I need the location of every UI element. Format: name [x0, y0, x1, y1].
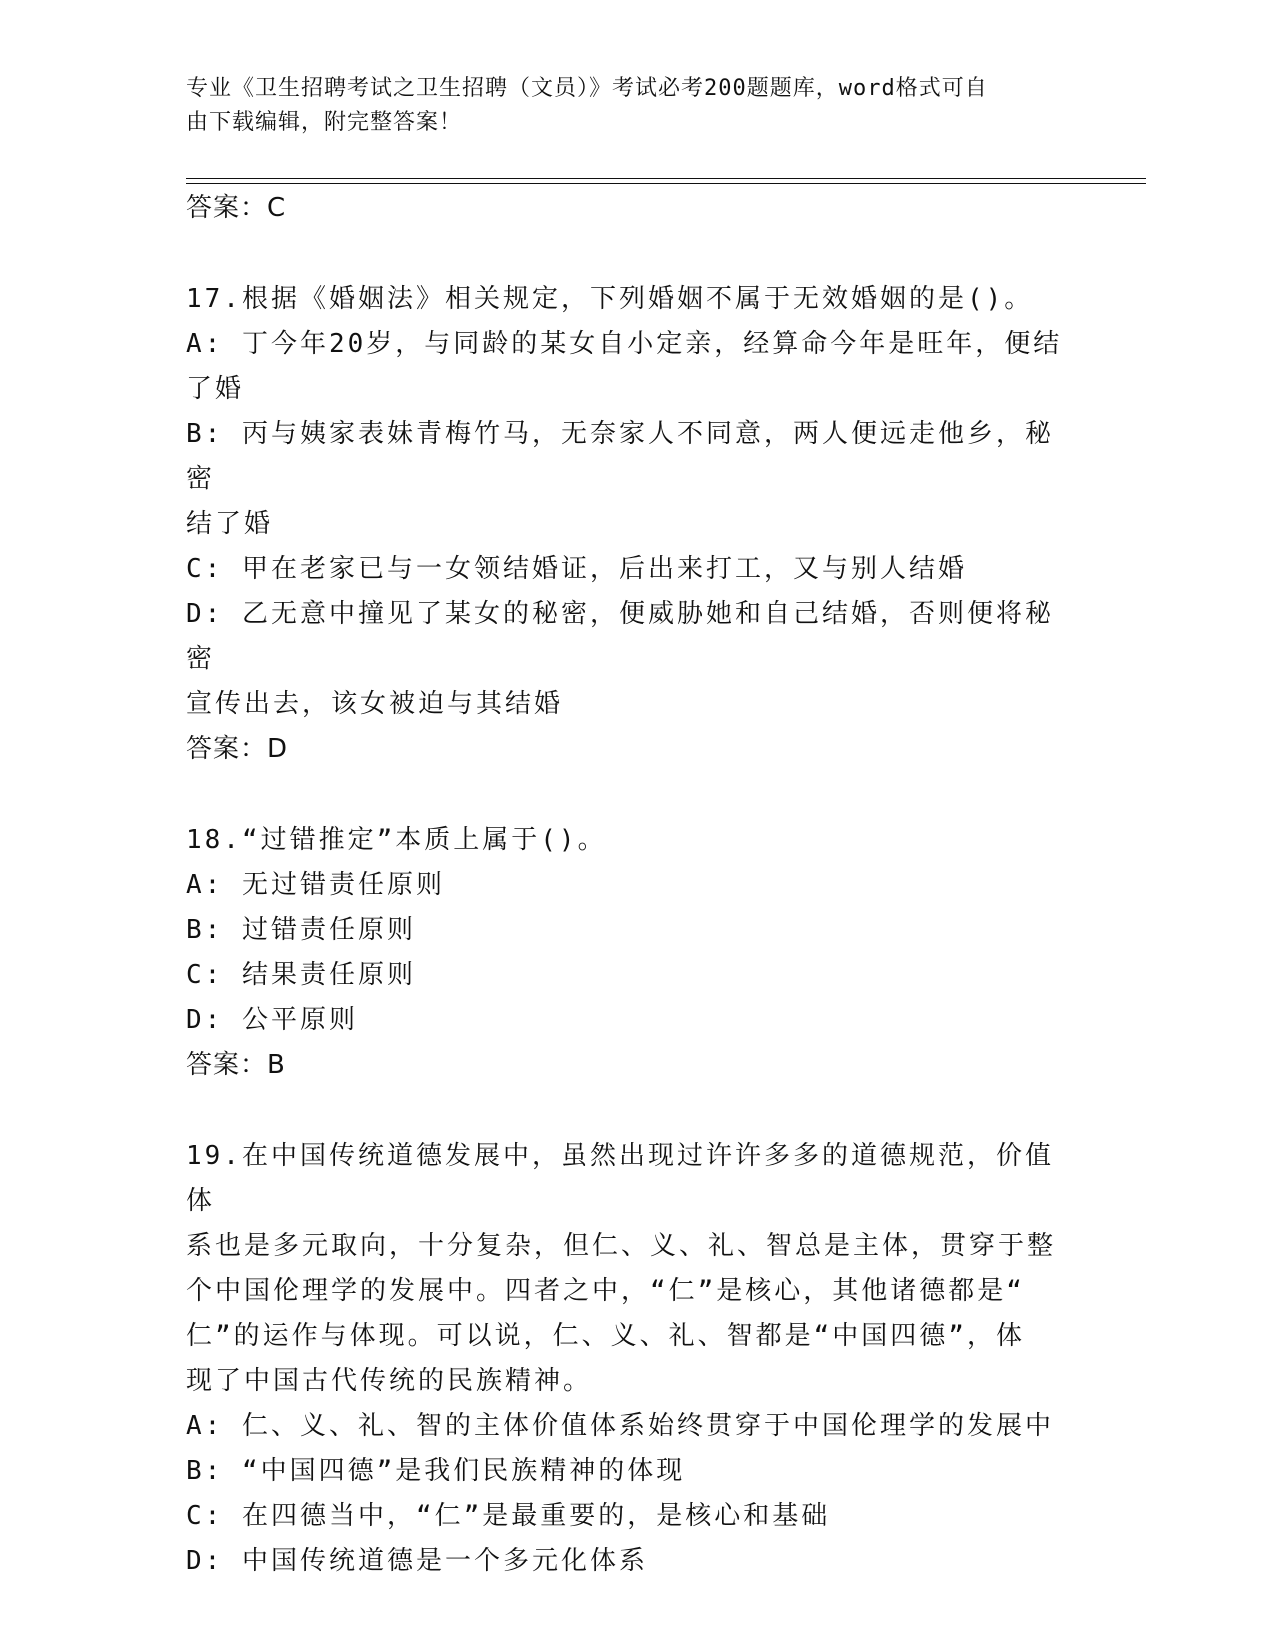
- answer-label: 答案：B: [186, 1050, 286, 1080]
- option-a: A: 丁今年20岁，与同龄的某女自小定亲，经算命今年是旺年，便结 了婚: [186, 329, 1063, 404]
- question-stem: 19.在中国传统道德发展中，虽然出现过许许多多的道德规范，价值体 系也是多元取向，十分复杂，但仁、义、礼、智总是主体，贯穿于整 个中国伦理学的发展中。四者之中，“仁”是核心，其他诸德都是“ 仁”的运作与体现。可以说，仁、义、礼、智都是“中国四德”，体 现了中国古代传统的民族精神。: [186, 1141, 1057, 1396]
- header-divider-bottom: [186, 183, 1146, 184]
- option-c: C: 在四德当中，“仁”是最重要的，是核心和基础: [186, 1501, 831, 1531]
- header-line-1: 专业《卫生招聘考试之卫生招聘（文员）》考试必考200题题库，word格式可自: [186, 76, 988, 101]
- option-d: D: 乙无意中撞见了某女的秘密，便威胁她和自己结婚，否则便将秘密 宣传出去，该女被迫与其结婚: [186, 599, 1054, 719]
- header-divider-top: [186, 178, 1146, 179]
- answer-label: 答案：C: [186, 193, 287, 223]
- option-a: A: 无过错责任原则: [186, 870, 445, 900]
- question-stem: 18.“过错推定”本质上属于()。: [186, 825, 607, 855]
- header-line-2: 由下载编辑，附完整答案！: [186, 110, 463, 135]
- document-header: [186, 72, 1066, 140]
- document-body: [186, 186, 1076, 1584]
- option-c: C: 甲在老家已与一女领结婚证，后出来打工，又与别人结婚: [186, 554, 967, 584]
- option-b: B: 丙与姨家表妹青梅竹马，无奈家人不同意，两人便远走他乡，秘密 结了婚: [186, 419, 1054, 539]
- option-b: B: 过错责任原则: [186, 915, 416, 945]
- option-a: A: 仁、义、礼、智的主体价值体系始终贯穿于中国伦理学的发展中: [186, 1411, 1054, 1441]
- question-18: [186, 818, 1076, 1088]
- answer-label: 答案：D: [186, 734, 289, 764]
- option-d: D: 中国传统道德是一个多元化体系: [186, 1546, 648, 1576]
- option-c: C: 结果责任原则: [186, 960, 416, 990]
- question-17: [186, 277, 1076, 772]
- question-stem: 17.根据《婚姻法》相关规定，下列婚姻不属于无效婚姻的是()。: [186, 284, 1034, 314]
- option-d: D: 公平原则: [186, 1005, 358, 1035]
- option-b: B: “中国四德”是我们民族精神的体现: [186, 1456, 686, 1486]
- question-19: [186, 1134, 1076, 1584]
